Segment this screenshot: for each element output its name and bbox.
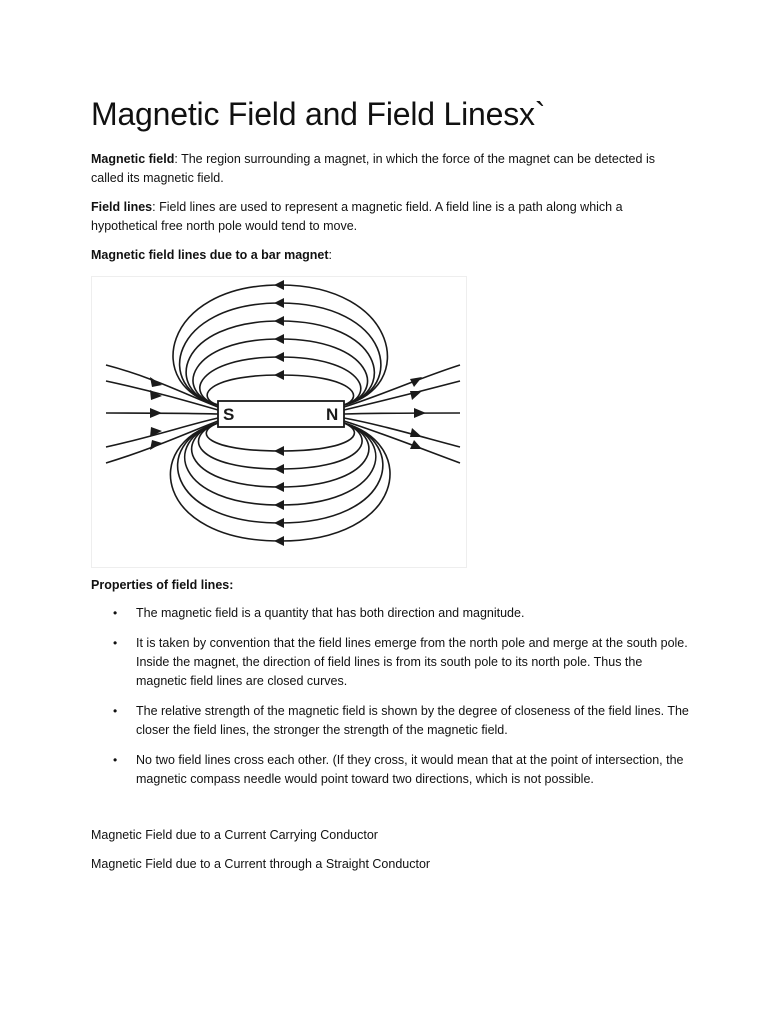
current-conductor-heading: Magnetic Field due to a Current Carrying Conductor (91, 828, 378, 842)
list-item (91, 604, 691, 623)
south-pole-label: S (223, 405, 235, 424)
magnetic-field-definition: : The region surrounding a magnet, in which the force of the magnet can be detected is called its magnetic field. (91, 152, 655, 185)
magnetic-field-paragraph (91, 150, 681, 188)
list-item-text: No two field lines cross each other. (If they cross, it would mean that at the point of intersection, the magnetic compass needle would point toward two directions, which is not possible. (136, 753, 684, 786)
page-title: Magnetic Field and Field Linesx` (91, 96, 546, 132)
properties-heading-text: Properties of field lines: (91, 578, 234, 592)
list-item-text: It is taken by convention that the field lines emerge from the north pole and merge at the south pole. Inside the magnet, the direction of field lines is from its south pole to its north pole. Thus the magnetic field lines are closed curves. (136, 636, 688, 688)
bar-magnet-field-diagram (91, 276, 467, 568)
list-item-text: The magnetic field is a quantity that has both direction and magnitude. (136, 606, 525, 620)
magnetic-field-term: Magnetic field (91, 152, 175, 166)
list-item (91, 634, 691, 691)
bullet-icon: • (113, 636, 118, 650)
field-lines-term: Field lines (91, 200, 153, 214)
bar-magnet-heading-suffix: : (328, 248, 333, 262)
north-pole-label: N (326, 405, 339, 424)
straight-conductor-heading: Magnetic Field due to a Current through a Straight Conductor (91, 857, 431, 871)
properties-heading (91, 576, 681, 595)
field-lines-definition: : Field lines are used to represent a magnetic field. A field line is a path along which a hypothetical free north pole would tend to move. (91, 200, 623, 233)
field-lines-drawing (92, 277, 466, 567)
list-item-text: The relative strength of the magnetic field is shown by the degree of closeness of the field lines. The closer the field lines, the stronger the strength of the magnetic field. (136, 704, 689, 737)
bullet-icon: • (113, 704, 118, 718)
list-item (91, 751, 691, 789)
bullet-icon: • (113, 753, 118, 767)
field-lines-paragraph (91, 198, 681, 236)
bullet-icon: • (113, 606, 118, 620)
bar-magnet-heading-text: Magnetic field lines due to a bar magnet (91, 248, 329, 262)
list-item (91, 702, 691, 740)
properties-list (91, 604, 691, 800)
bar-magnet-heading (91, 246, 681, 265)
